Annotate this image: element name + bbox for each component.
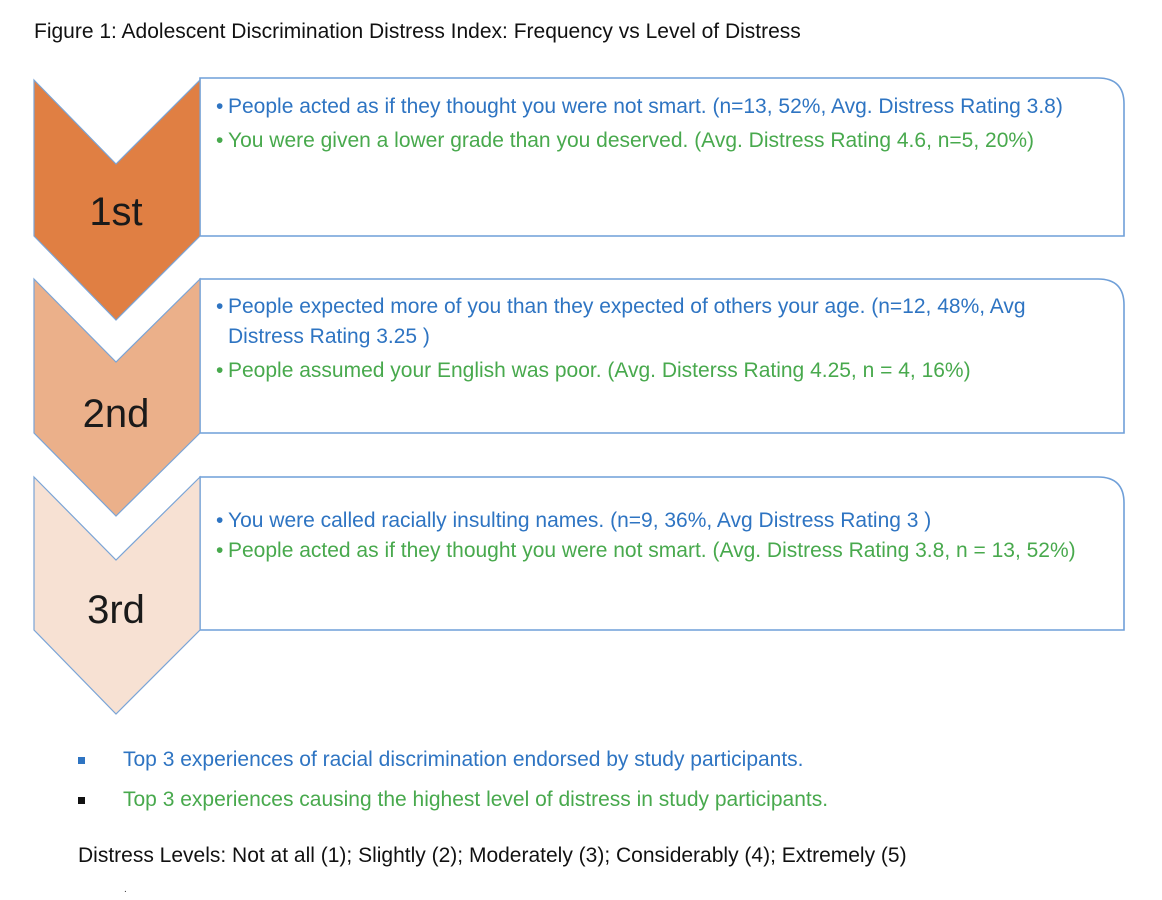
rank-label-2nd: 2nd — [82, 392, 150, 436]
figure-title: Figure 1: Adolescent Discrimination Distress Index: Frequency vs Level of Distress — [34, 20, 801, 43]
legend-distress: Top 3 experiences causing the highest level of distress in study participants. — [78, 788, 828, 812]
item-list-1st — [216, 92, 1106, 156]
frequency-item: • You were called racially insulting names. (n=9, 36%, Avg Distress Rating 3 ) — [216, 509, 932, 532]
stray-mark: . — [124, 884, 127, 895]
rank-label-1st: 1st — [89, 190, 143, 234]
frequency-item: • People expected more of you than they expected of others your age. (n=12, 48%, Avg Distress Rating 3.25 ) — [216, 295, 1026, 348]
square-bullet-icon — [78, 757, 85, 764]
distress-levels-key: Distress Levels: Not at all (1); Slightly (2); Moderately (3); Considerably (4); Extremely (5) — [78, 844, 907, 867]
frequency-item: • People acted as if they thought you were not smart. (n=13, 52%, Avg. Distress Rating 3.8) — [216, 95, 1063, 118]
rank-label-3rd: 3rd — [87, 588, 145, 632]
item-list-3rd — [216, 506, 1106, 566]
item-list-2nd — [216, 292, 1106, 386]
distress-item: • People acted as if they thought you were not smart. (Avg. Distress Rating 3.8, n = 13, 52%) — [216, 539, 1076, 562]
square-bullet-icon — [78, 797, 85, 804]
distress-item: • People assumed your English was poor. (Avg. Disterss Rating 4.25, n = 4, 16%) — [216, 359, 971, 382]
distress-item: • You were given a lower grade than you deserved. (Avg. Distress Rating 4.6, n=5, 20%) — [216, 129, 1035, 152]
legend-frequency: Top 3 experiences of racial discrimination endorsed by study participants. — [78, 748, 804, 772]
